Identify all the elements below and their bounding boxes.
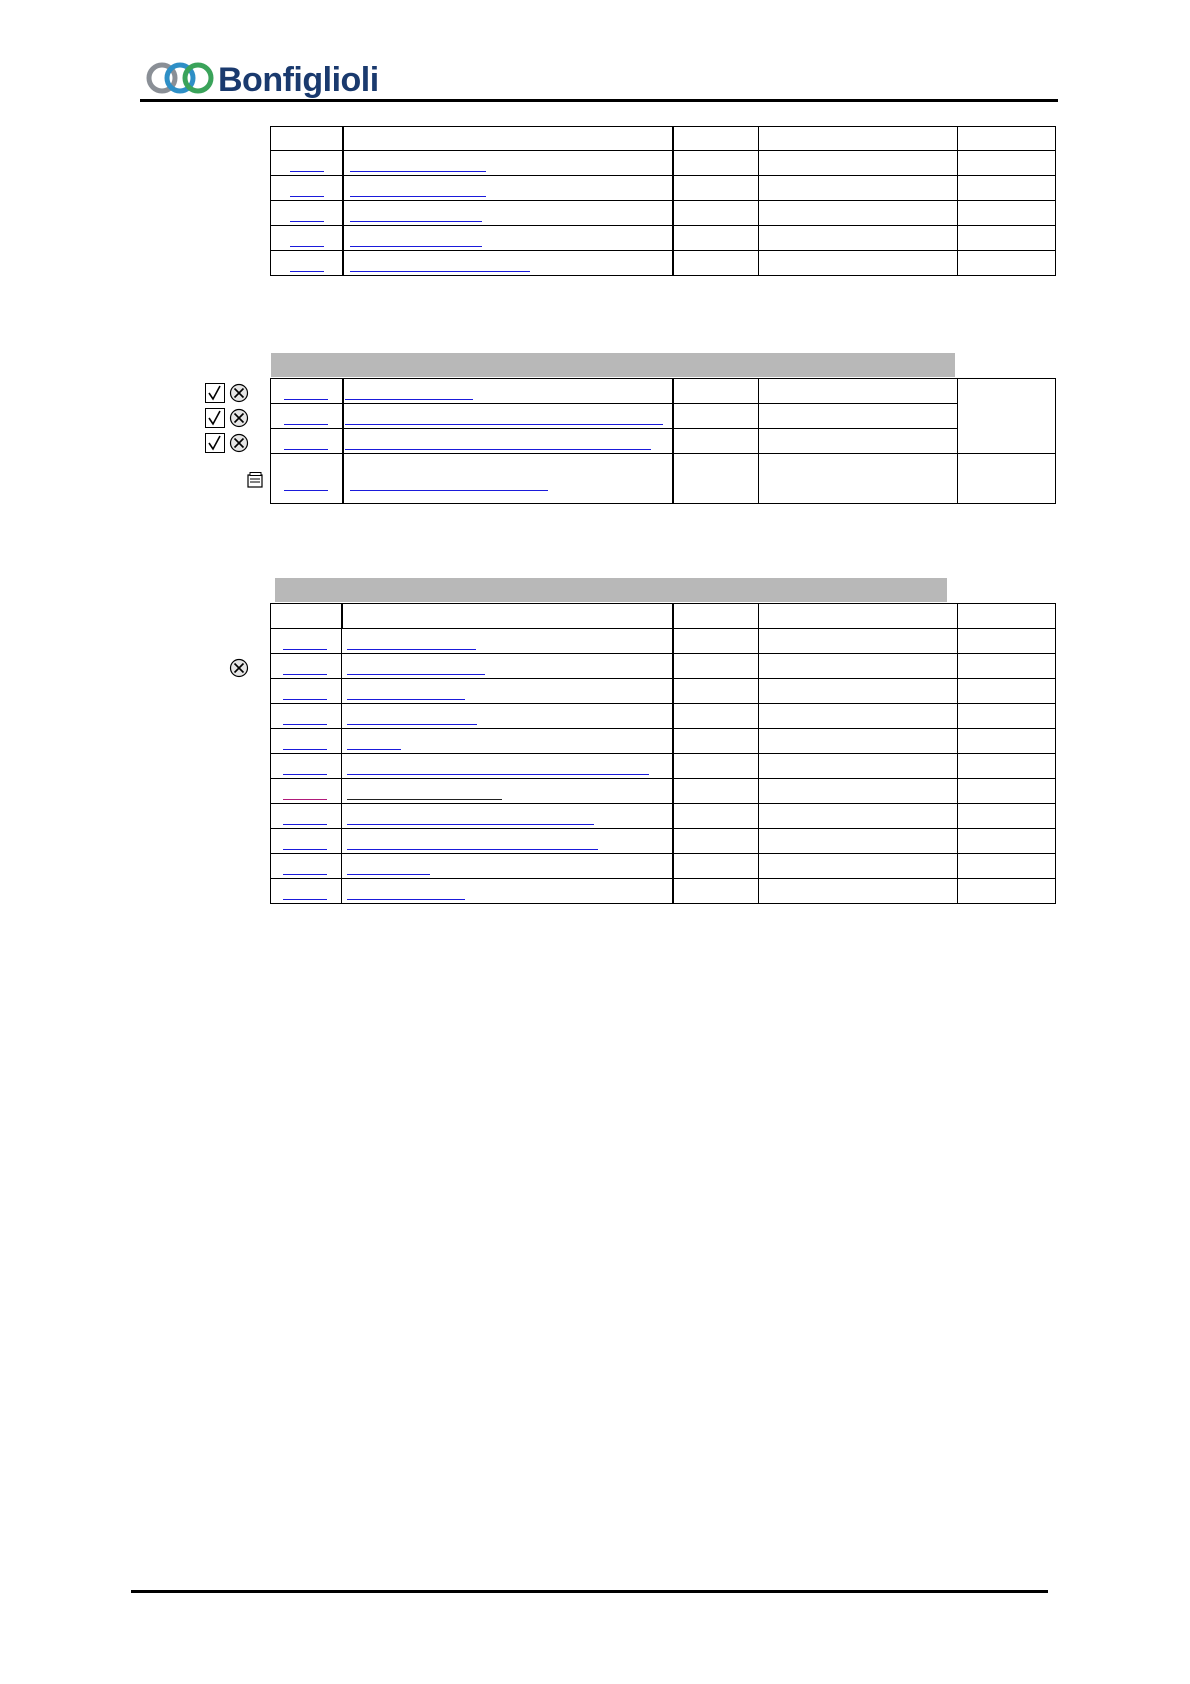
parameter-name-link[interactable]	[350, 221, 482, 222]
logo-rings-icon	[146, 58, 218, 98]
parameter-number-link[interactable]	[284, 424, 328, 425]
parameter-name-link[interactable]	[347, 799, 502, 800]
table-row	[271, 226, 1056, 251]
parameter-number-link[interactable]	[290, 271, 324, 272]
parameter-number-link[interactable]	[284, 449, 328, 450]
table-row	[271, 379, 1056, 404]
table-row	[271, 779, 1056, 804]
header-cell	[673, 127, 759, 151]
parameter-number-link[interactable]	[284, 399, 328, 400]
parameter-number-link[interactable]	[283, 699, 327, 700]
section-title-bar	[275, 578, 947, 602]
section-title-bar	[271, 353, 955, 377]
table-row	[271, 754, 1056, 779]
check-icon	[205, 433, 225, 453]
parameter-name-link[interactable]	[350, 171, 486, 172]
table-row	[271, 151, 1056, 176]
parameter-name-link[interactable]	[347, 674, 485, 675]
table-row	[271, 829, 1056, 854]
brand-logo	[146, 58, 386, 102]
parameter-number-link[interactable]	[290, 196, 324, 197]
merged-cell	[958, 379, 1056, 454]
table-1	[270, 126, 1056, 276]
table-header-row	[271, 604, 1056, 629]
cancel-icon	[229, 433, 249, 453]
header-cell	[271, 127, 343, 151]
parameter-name-link[interactable]	[345, 424, 663, 425]
table-row	[271, 729, 1056, 754]
header-rule	[140, 99, 1058, 102]
parameter-name-link[interactable]	[347, 724, 477, 725]
parameter-number-link[interactable]	[283, 899, 327, 900]
header-cell	[343, 127, 673, 151]
parameter-name-link[interactable]	[350, 271, 530, 272]
table-row	[271, 879, 1056, 904]
table-2	[270, 378, 1056, 504]
table-row	[271, 629, 1056, 654]
parameter-number-link[interactable]	[283, 849, 327, 850]
parameter-name-link[interactable]	[345, 449, 651, 450]
document-icon	[246, 471, 264, 489]
parameter-number-link[interactable]	[283, 874, 327, 875]
parameter-name-link[interactable]	[347, 824, 594, 825]
cancel-icon	[229, 383, 249, 403]
parameter-number-link[interactable]	[283, 774, 327, 775]
parameter-name-link[interactable]	[347, 649, 476, 650]
parameter-name-link[interactable]	[347, 849, 598, 850]
parameter-name-link[interactable]	[350, 490, 548, 491]
parameter-name-link[interactable]	[345, 399, 473, 400]
parameter-name-link[interactable]	[347, 774, 649, 775]
parameter-name-link[interactable]	[347, 874, 430, 875]
table-row	[271, 454, 1056, 504]
parameter-name-link[interactable]	[347, 699, 465, 700]
parameter-number-link[interactable]	[283, 749, 327, 750]
table-row	[271, 176, 1056, 201]
brand-name: Bonfiglioli	[218, 61, 379, 99]
cancel-icon	[229, 658, 249, 678]
parameter-name-link[interactable]	[350, 246, 482, 247]
table-header-row	[271, 127, 1056, 151]
parameter-name-link[interactable]	[347, 899, 465, 900]
header-cell	[958, 127, 1056, 151]
parameter-name-link[interactable]	[350, 196, 486, 197]
table-row	[271, 404, 1056, 429]
table-row	[271, 654, 1056, 679]
parameter-number-link[interactable]	[283, 824, 327, 825]
cancel-icon	[229, 408, 249, 428]
table-row	[271, 854, 1056, 879]
check-icon	[205, 383, 225, 403]
table-row	[271, 804, 1056, 829]
parameter-number-link[interactable]	[283, 674, 327, 675]
parameter-number-link[interactable]	[290, 246, 324, 247]
table-3	[270, 603, 1056, 904]
parameter-number-link[interactable]	[284, 490, 328, 491]
parameter-number-link[interactable]	[283, 799, 327, 800]
table-row	[271, 251, 1056, 276]
header-cell	[759, 127, 958, 151]
parameter-number-link[interactable]	[290, 221, 324, 222]
parameter-number-link[interactable]	[290, 171, 324, 172]
table-row	[271, 429, 1056, 454]
parameter-name-link[interactable]	[347, 749, 401, 750]
table-row	[271, 679, 1056, 704]
parameter-number-link[interactable]	[283, 724, 327, 725]
parameter-number-link[interactable]	[283, 649, 327, 650]
table-row	[271, 704, 1056, 729]
table-row	[271, 201, 1056, 226]
check-icon	[205, 408, 225, 428]
footer-rule	[131, 1590, 1048, 1593]
